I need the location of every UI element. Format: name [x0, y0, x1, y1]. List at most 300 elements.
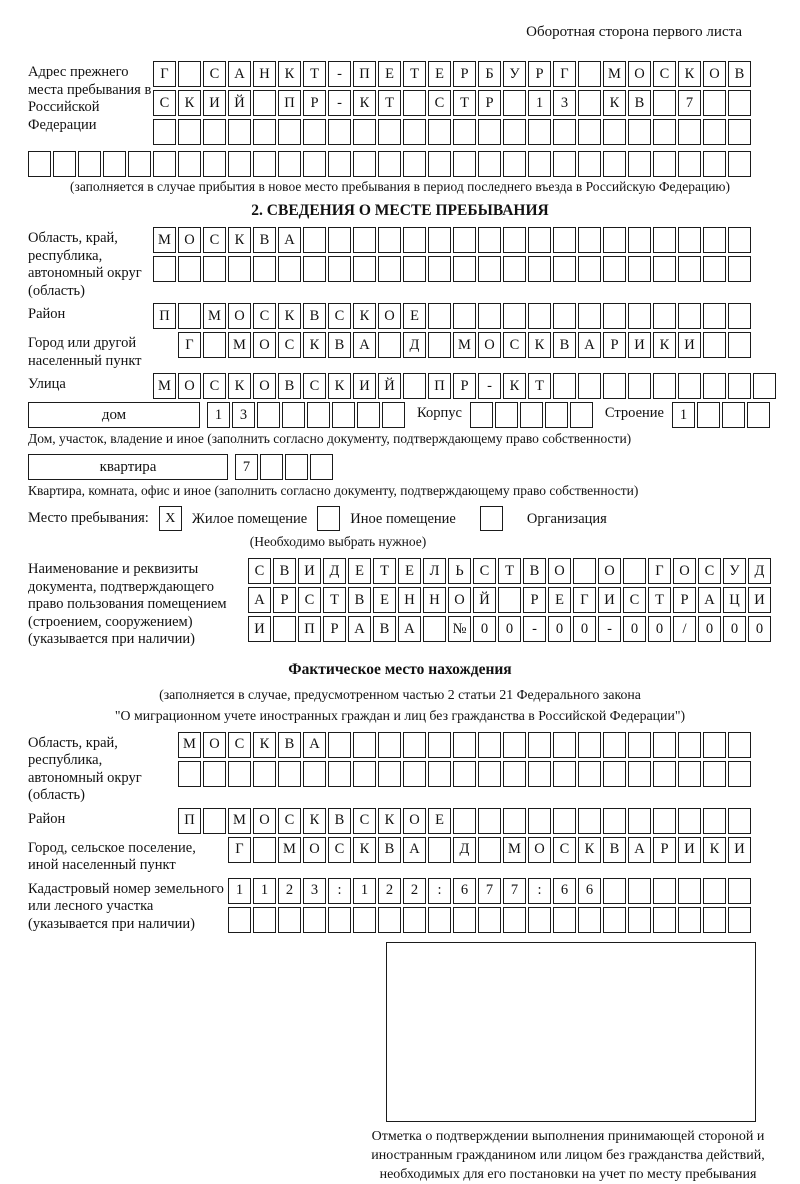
char-cell[interactable]: А [353, 332, 376, 358]
char-cell[interactable] [228, 761, 251, 787]
char-cell[interactable]: А [228, 61, 251, 87]
char-cell[interactable]: 0 [648, 616, 671, 642]
char-cell[interactable]: 6 [453, 878, 476, 904]
char-cell[interactable] [578, 61, 601, 87]
char-cell[interactable] [728, 732, 751, 758]
char-cell[interactable]: М [453, 332, 476, 358]
char-cell[interactable] [273, 616, 296, 642]
char-cell[interactable]: Р [453, 373, 476, 399]
char-cell[interactable]: А [398, 616, 421, 642]
char-cell[interactable]: С [278, 332, 301, 358]
char-cell[interactable] [653, 256, 676, 282]
char-cell[interactable]: М [603, 61, 626, 87]
char-cell[interactable] [303, 907, 326, 933]
char-cell[interactable]: : [528, 878, 551, 904]
char-cell[interactable]: О [228, 303, 251, 329]
char-cell[interactable] [328, 119, 351, 145]
char-cell[interactable] [378, 907, 401, 933]
char-cell[interactable]: И [598, 587, 621, 613]
char-cell[interactable] [253, 837, 276, 863]
char-cell[interactable] [203, 761, 226, 787]
char-cell[interactable] [678, 373, 701, 399]
char-cell[interactable] [728, 256, 751, 282]
checkbox-zhiloe[interactable]: X [159, 506, 182, 531]
char-cell[interactable] [353, 227, 376, 253]
char-cell[interactable]: Р [478, 90, 501, 116]
char-cell[interactable] [403, 373, 426, 399]
char-cell[interactable]: К [503, 373, 526, 399]
char-cell[interactable] [678, 119, 701, 145]
char-cell[interactable] [678, 256, 701, 282]
char-cell[interactable]: А [348, 616, 371, 642]
char-cell[interactable]: И [748, 587, 771, 613]
char-cell[interactable]: 7 [235, 454, 258, 480]
char-cell[interactable] [53, 151, 76, 177]
char-cell[interactable]: С [353, 808, 376, 834]
char-cell[interactable]: 0 [573, 616, 596, 642]
char-cell[interactable] [453, 151, 476, 177]
char-cell[interactable]: Е [428, 61, 451, 87]
char-cell[interactable]: О [253, 332, 276, 358]
char-cell[interactable] [578, 227, 601, 253]
char-cell[interactable]: 1 [207, 402, 230, 428]
char-cell[interactable]: И [678, 837, 701, 863]
char-cell[interactable] [653, 373, 676, 399]
char-cell[interactable] [428, 837, 451, 863]
char-cell[interactable]: С [203, 227, 226, 253]
char-cell[interactable]: С [328, 303, 351, 329]
char-cell[interactable] [228, 907, 251, 933]
char-cell[interactable]: С [303, 373, 326, 399]
char-cell[interactable] [453, 732, 476, 758]
char-cell[interactable] [528, 761, 551, 787]
char-cell[interactable]: Й [473, 587, 496, 613]
char-cell[interactable] [703, 808, 726, 834]
char-cell[interactable]: П [178, 808, 201, 834]
char-cell[interactable] [78, 151, 101, 177]
char-cell[interactable]: О [253, 373, 276, 399]
char-cell[interactable] [353, 761, 376, 787]
char-cell[interactable] [603, 151, 626, 177]
char-cell[interactable] [428, 761, 451, 787]
char-cell[interactable]: 1 [528, 90, 551, 116]
char-cell[interactable] [553, 151, 576, 177]
char-cell[interactable] [353, 151, 376, 177]
char-cell[interactable] [728, 119, 751, 145]
char-cell[interactable]: О [178, 227, 201, 253]
char-cell[interactable]: - [598, 616, 621, 642]
char-cell[interactable] [653, 907, 676, 933]
char-cell[interactable]: У [503, 61, 526, 87]
char-cell[interactable] [478, 907, 501, 933]
char-cell[interactable] [303, 761, 326, 787]
char-cell[interactable]: С [328, 837, 351, 863]
char-cell[interactable]: В [553, 332, 576, 358]
char-cell[interactable]: 1 [353, 878, 376, 904]
char-cell[interactable] [528, 732, 551, 758]
char-cell[interactable]: О [673, 558, 696, 584]
char-cell[interactable] [378, 119, 401, 145]
char-cell[interactable] [257, 402, 280, 428]
char-cell[interactable]: Н [253, 61, 276, 87]
char-cell[interactable] [453, 907, 476, 933]
char-cell[interactable] [278, 151, 301, 177]
char-cell[interactable] [503, 732, 526, 758]
char-cell[interactable]: С [503, 332, 526, 358]
char-cell[interactable]: С [203, 61, 226, 87]
char-cell[interactable]: К [528, 332, 551, 358]
char-cell[interactable]: К [353, 837, 376, 863]
char-cell[interactable] [178, 303, 201, 329]
char-cell[interactable] [428, 303, 451, 329]
char-cell[interactable] [328, 761, 351, 787]
char-cell[interactable] [328, 151, 351, 177]
char-cell[interactable] [628, 227, 651, 253]
char-cell[interactable]: К [278, 303, 301, 329]
char-cell[interactable] [678, 907, 701, 933]
char-cell[interactable] [628, 119, 651, 145]
char-cell[interactable]: И [728, 837, 751, 863]
char-cell[interactable] [728, 878, 751, 904]
char-cell[interactable]: А [628, 837, 651, 863]
char-cell[interactable] [382, 402, 405, 428]
char-cell[interactable]: О [178, 373, 201, 399]
char-cell[interactable]: Д [403, 332, 426, 358]
char-cell[interactable] [703, 761, 726, 787]
char-cell[interactable]: 1 [672, 402, 695, 428]
char-cell[interactable]: В [328, 332, 351, 358]
char-cell[interactable] [153, 151, 176, 177]
char-cell[interactable]: В [253, 227, 276, 253]
char-cell[interactable] [503, 256, 526, 282]
char-cell[interactable]: Г [648, 558, 671, 584]
char-cell[interactable]: С [278, 808, 301, 834]
char-cell[interactable] [678, 227, 701, 253]
char-cell[interactable] [503, 151, 526, 177]
char-cell[interactable]: С [653, 61, 676, 87]
char-cell[interactable]: С [203, 373, 226, 399]
char-cell[interactable] [703, 732, 726, 758]
char-cell[interactable] [653, 119, 676, 145]
char-cell[interactable]: И [628, 332, 651, 358]
char-cell[interactable]: 2 [378, 878, 401, 904]
char-cell[interactable]: К [353, 90, 376, 116]
char-cell[interactable] [228, 119, 251, 145]
char-cell[interactable] [728, 761, 751, 787]
char-cell[interactable]: П [298, 616, 321, 642]
char-cell[interactable] [573, 558, 596, 584]
char-cell[interactable] [678, 303, 701, 329]
char-cell[interactable] [203, 151, 226, 177]
char-cell[interactable] [453, 227, 476, 253]
char-cell[interactable]: 0 [473, 616, 496, 642]
char-cell[interactable]: Е [373, 587, 396, 613]
char-cell[interactable] [528, 151, 551, 177]
char-cell[interactable]: А [303, 732, 326, 758]
char-cell[interactable] [653, 732, 676, 758]
char-cell[interactable] [728, 332, 751, 358]
char-cell[interactable]: Н [398, 587, 421, 613]
char-cell[interactable] [428, 119, 451, 145]
char-cell[interactable] [178, 61, 201, 87]
char-cell[interactable] [703, 151, 726, 177]
char-cell[interactable]: В [378, 837, 401, 863]
char-cell[interactable]: 7 [678, 90, 701, 116]
char-cell[interactable] [478, 761, 501, 787]
char-cell[interactable] [353, 907, 376, 933]
char-cell[interactable] [578, 90, 601, 116]
char-cell[interactable] [470, 402, 493, 428]
char-cell[interactable]: 0 [698, 616, 721, 642]
char-cell[interactable] [703, 119, 726, 145]
char-cell[interactable] [728, 373, 751, 399]
char-cell[interactable] [603, 761, 626, 787]
char-cell[interactable] [747, 402, 770, 428]
char-cell[interactable] [278, 907, 301, 933]
char-cell[interactable]: О [253, 808, 276, 834]
char-cell[interactable]: К [303, 332, 326, 358]
char-cell[interactable]: / [673, 616, 696, 642]
char-cell[interactable]: И [298, 558, 321, 584]
char-cell[interactable] [278, 256, 301, 282]
char-cell[interactable]: 6 [553, 878, 576, 904]
char-cell[interactable] [478, 837, 501, 863]
char-cell[interactable] [697, 402, 720, 428]
char-cell[interactable] [428, 256, 451, 282]
char-cell[interactable]: О [448, 587, 471, 613]
char-cell[interactable]: Т [453, 90, 476, 116]
char-cell[interactable]: Т [498, 558, 521, 584]
char-cell[interactable]: Д [748, 558, 771, 584]
char-cell[interactable]: К [678, 61, 701, 87]
char-cell[interactable] [178, 151, 201, 177]
char-cell[interactable]: № [448, 616, 471, 642]
char-cell[interactable]: 7 [503, 878, 526, 904]
char-cell[interactable]: К [228, 373, 251, 399]
char-cell[interactable]: К [353, 303, 376, 329]
char-cell[interactable]: С [698, 558, 721, 584]
char-cell[interactable]: И [248, 616, 271, 642]
char-cell[interactable]: П [428, 373, 451, 399]
char-cell[interactable]: М [203, 303, 226, 329]
char-cell[interactable] [253, 907, 276, 933]
char-cell[interactable] [285, 454, 308, 480]
char-cell[interactable] [553, 373, 576, 399]
char-cell[interactable] [428, 227, 451, 253]
checkbox-inoe[interactable] [317, 506, 340, 531]
char-cell[interactable]: У [723, 558, 746, 584]
char-cell[interactable] [378, 732, 401, 758]
char-cell[interactable]: Р [453, 61, 476, 87]
char-cell[interactable] [678, 732, 701, 758]
char-cell[interactable] [403, 227, 426, 253]
char-cell[interactable] [253, 151, 276, 177]
char-cell[interactable] [553, 119, 576, 145]
char-cell[interactable] [253, 119, 276, 145]
char-cell[interactable] [203, 332, 226, 358]
char-cell[interactable] [553, 907, 576, 933]
char-cell[interactable] [478, 808, 501, 834]
char-cell[interactable]: О [628, 61, 651, 87]
char-cell[interactable] [228, 151, 251, 177]
char-cell[interactable] [478, 303, 501, 329]
char-cell[interactable] [603, 373, 626, 399]
char-cell[interactable] [503, 90, 526, 116]
char-cell[interactable]: О [703, 61, 726, 87]
char-cell[interactable] [653, 808, 676, 834]
char-cell[interactable] [328, 227, 351, 253]
char-cell[interactable]: Т [648, 587, 671, 613]
char-cell[interactable] [503, 303, 526, 329]
char-cell[interactable]: К [328, 373, 351, 399]
char-cell[interactable]: А [698, 587, 721, 613]
char-cell[interactable] [128, 151, 151, 177]
char-cell[interactable]: О [378, 303, 401, 329]
char-cell[interactable]: К [378, 808, 401, 834]
char-cell[interactable]: 3 [553, 90, 576, 116]
char-cell[interactable] [753, 373, 776, 399]
char-cell[interactable] [628, 256, 651, 282]
char-cell[interactable]: - [523, 616, 546, 642]
char-cell[interactable]: О [598, 558, 621, 584]
char-cell[interactable]: В [328, 808, 351, 834]
char-cell[interactable]: Г [553, 61, 576, 87]
char-cell[interactable] [378, 227, 401, 253]
char-cell[interactable]: В [603, 837, 626, 863]
char-cell[interactable] [453, 761, 476, 787]
char-cell[interactable]: И [353, 373, 376, 399]
char-cell[interactable] [603, 119, 626, 145]
char-cell[interactable]: Ц [723, 587, 746, 613]
char-cell[interactable] [478, 732, 501, 758]
char-cell[interactable] [403, 732, 426, 758]
char-cell[interactable] [328, 256, 351, 282]
char-cell[interactable]: : [328, 878, 351, 904]
char-cell[interactable] [703, 256, 726, 282]
char-cell[interactable]: М [228, 808, 251, 834]
char-cell[interactable] [653, 878, 676, 904]
char-cell[interactable]: Т [303, 61, 326, 87]
char-cell[interactable] [403, 256, 426, 282]
char-cell[interactable] [178, 761, 201, 787]
char-cell[interactable]: С [248, 558, 271, 584]
checkbox-organizaciya[interactable] [480, 506, 503, 531]
char-cell[interactable] [553, 808, 576, 834]
char-cell[interactable] [628, 373, 651, 399]
char-cell[interactable]: Т [403, 61, 426, 87]
char-cell[interactable] [528, 808, 551, 834]
char-cell[interactable] [703, 907, 726, 933]
char-cell[interactable]: Р [523, 587, 546, 613]
char-cell[interactable] [453, 256, 476, 282]
char-cell[interactable]: 0 [748, 616, 771, 642]
char-cell[interactable] [678, 808, 701, 834]
char-cell[interactable] [528, 256, 551, 282]
char-cell[interactable] [628, 808, 651, 834]
char-cell[interactable]: Т [528, 373, 551, 399]
char-cell[interactable]: О [303, 837, 326, 863]
char-cell[interactable] [728, 303, 751, 329]
char-cell[interactable] [628, 907, 651, 933]
char-cell[interactable] [478, 151, 501, 177]
char-cell[interactable]: С [623, 587, 646, 613]
char-cell[interactable]: 3 [303, 878, 326, 904]
char-cell[interactable] [357, 402, 380, 428]
char-cell[interactable]: М [228, 332, 251, 358]
char-cell[interactable]: А [248, 587, 271, 613]
char-cell[interactable] [428, 151, 451, 177]
char-cell[interactable]: О [403, 808, 426, 834]
char-cell[interactable]: В [348, 587, 371, 613]
char-cell[interactable] [603, 256, 626, 282]
char-cell[interactable] [603, 732, 626, 758]
char-cell[interactable] [353, 119, 376, 145]
char-cell[interactable] [728, 907, 751, 933]
char-cell[interactable] [203, 808, 226, 834]
char-cell[interactable] [503, 227, 526, 253]
char-cell[interactable]: В [303, 303, 326, 329]
char-cell[interactable]: К [178, 90, 201, 116]
char-cell[interactable] [310, 454, 333, 480]
char-cell[interactable] [453, 808, 476, 834]
char-cell[interactable] [153, 119, 176, 145]
char-cell[interactable] [303, 227, 326, 253]
char-cell[interactable] [303, 119, 326, 145]
char-cell[interactable]: П [278, 90, 301, 116]
char-cell[interactable]: 6 [578, 878, 601, 904]
char-cell[interactable]: П [353, 61, 376, 87]
char-cell[interactable] [603, 878, 626, 904]
char-cell[interactable]: М [278, 837, 301, 863]
char-cell[interactable] [578, 256, 601, 282]
char-cell[interactable] [503, 761, 526, 787]
char-cell[interactable] [578, 303, 601, 329]
char-cell[interactable]: В [523, 558, 546, 584]
char-cell[interactable] [703, 332, 726, 358]
char-cell[interactable] [653, 761, 676, 787]
char-cell[interactable] [378, 761, 401, 787]
char-cell[interactable] [178, 256, 201, 282]
char-cell[interactable] [428, 907, 451, 933]
char-cell[interactable]: С [153, 90, 176, 116]
char-cell[interactable]: К [653, 332, 676, 358]
char-cell[interactable]: О [548, 558, 571, 584]
char-cell[interactable]: Р [323, 616, 346, 642]
char-cell[interactable]: К [228, 227, 251, 253]
char-cell[interactable]: 0 [498, 616, 521, 642]
char-cell[interactable] [653, 151, 676, 177]
char-cell[interactable] [403, 90, 426, 116]
char-cell[interactable]: 1 [253, 878, 276, 904]
char-cell[interactable]: Р [273, 587, 296, 613]
char-cell[interactable] [578, 907, 601, 933]
char-cell[interactable] [545, 402, 568, 428]
char-cell[interactable]: Т [323, 587, 346, 613]
char-cell[interactable]: А [578, 332, 601, 358]
char-cell[interactable] [453, 119, 476, 145]
char-cell[interactable] [178, 119, 201, 145]
char-cell[interactable] [628, 878, 651, 904]
char-cell[interactable] [253, 256, 276, 282]
char-cell[interactable] [603, 227, 626, 253]
char-cell[interactable] [628, 303, 651, 329]
char-cell[interactable]: Г [573, 587, 596, 613]
char-cell[interactable] [628, 151, 651, 177]
char-cell[interactable] [103, 151, 126, 177]
char-cell[interactable] [628, 761, 651, 787]
char-cell[interactable] [578, 808, 601, 834]
char-cell[interactable]: М [153, 227, 176, 253]
